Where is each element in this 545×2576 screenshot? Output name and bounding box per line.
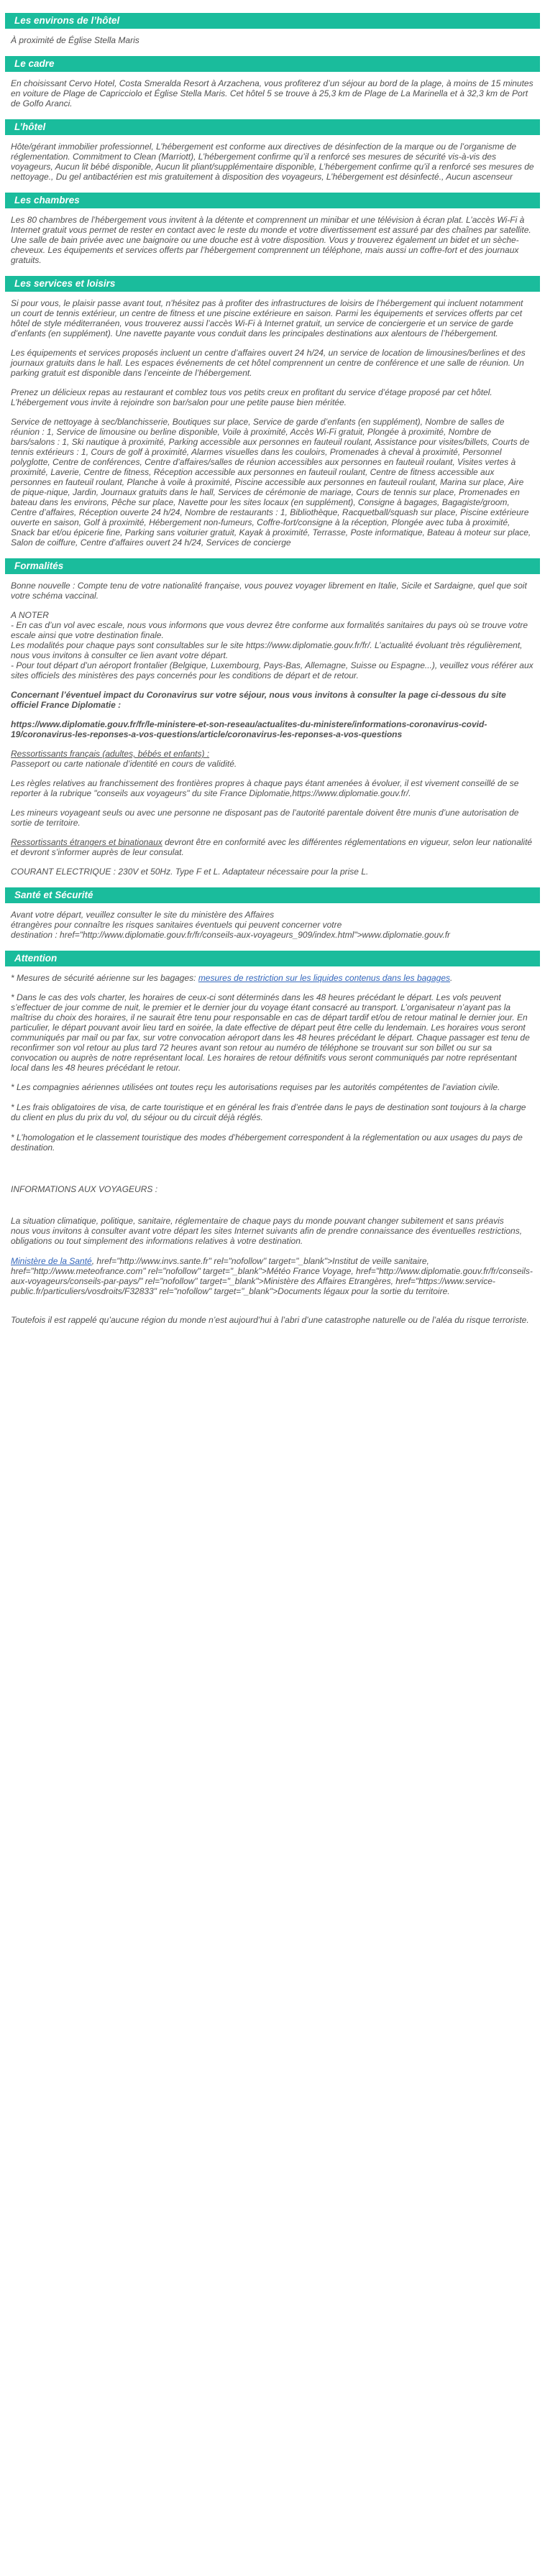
section-body — [5, 215, 540, 265]
text-run: * Dans le cas des vols charter, les horaires de ceux-ci sont déterminés dans les 48 heures précédant le départ. Les vols peuvent s’effectuer de jour comme de nuit, le premier et le dernier jour du voyage étant consacré au transport. L’organisateur n’ayant pas la maîtrise du choix des horaires, il ne saurait être tenu pour responsable en cas de départ tardif et/ou de retour matinal le dernier jour. En particulier, le départ pouvant avoir lieu tard en soirée, la date effective de départ peut être celle du lendemain. Les horaires vous seront communiqués par mail ou par fax, sur votre convocation aéroport dans les 48 heures précédant le départ. Chaque passager est tenu de reconfirmer son vol retour au plus tard 72 heures avant son retour au numéro de téléphone se trouvant sur son billet ou sur sa convocation ou auprès de notre représentant local. Les horaires de retour définitifs vous seront communiqués par notre représentant local dans les 48 heures précédant le retour. — [11, 992, 530, 1073]
ministere-sante-link[interactable]: Ministère de la Santé — [11, 1256, 92, 1266]
section-body — [5, 910, 540, 940]
section-header — [5, 56, 540, 72]
text-run: Ressortissants étrangers et binationaux — [11, 837, 162, 847]
section-title: L’hôtel — [14, 121, 46, 133]
section-header — [5, 951, 540, 966]
text-run: - Pour tout départ d’un aéroport frontalier (Belgique, Luxembourg, Pays-Bas, Allemagne, Suisse ou Espagne...), veuillez vous référer aux sites officiels des ministères des pays concernés pour les conditions de départ et de retour. — [11, 660, 533, 680]
section-attention — [5, 951, 540, 1325]
text-run: En choisissant Cervo Hotel, Costa Smeralda Resort à Arzachena, vous profiterez d’un séjour au bord de la plage, à moins de 15 minutes en voiture de Plage de Capricciolo et Église Stella Maris. Cet hôtel 5 se trouve à 25,3 km de Plage de La Marinella et à 32,3 km de Port de Golfo Aranci. — [11, 78, 533, 109]
text-run: destination : href="http://www.diplomatie.gouv.fr/fr/conseils-aux-voyageurs_909/index.html">www.diplomatie.gouv.fr — [11, 930, 451, 940]
text-run: Les équipements et services proposés incluent un centre d’affaires ouvert 24 h/24, un service de location de limousines/berlines et des journaux gratuits dans le hall. Les espaces événements de cet hôtel comprennent un centre de conférence et une salle de réunion. Un parking gratuit est disponible dans l’enceinte de l’hébergement. — [11, 348, 526, 378]
text-run: A NOTER — [11, 610, 49, 620]
section-formalites — [5, 558, 540, 877]
text-run: Les modalités pour chaque pays sont consultables sur le site https://www.diplomatie.gouv.fr/fr/. L’actualité évoluant très régulièrement, nous vous invitons à consulter ce lien avant votre départ. — [11, 640, 523, 660]
classification-notice — [11, 1132, 534, 1153]
section-body — [5, 581, 540, 877]
text-run: * Mesures de sécurité aérienne sur les bagages: — [11, 973, 198, 983]
section-body — [5, 973, 540, 1325]
text-run: Les mineurs voyageant seuls ou avec une personne ne disposant pas de l’autorité parentale doivent être munis d’une autorisation de sortie de territoire. — [11, 808, 519, 828]
text-run: Concernant l’éventuel impact du Coronavirus sur votre séjour, nous vous invitons à consulter la page ci-dessous du site officiel France Diplomatie : — [11, 690, 506, 710]
text-run: Bonne nouvelle : Compte tenu de votre nationalité française, vous pouvez voyager librement en Italie, Sicile et Sardaigne, quel que soit votre schéma vaccinal. — [11, 581, 527, 601]
section-services — [5, 276, 540, 548]
airline-baggage-notice — [11, 973, 534, 983]
section-title: Les services et loisirs — [14, 278, 116, 290]
section-header — [5, 193, 540, 208]
text-run: À proximité de Église Stella Maris — [11, 35, 139, 45]
section-header — [5, 13, 540, 29]
text-run: Prenez un délicieux repas au restaurant et comblez tous vos petits creux en profitant du service d’étage proposé par cet hôtel. L’hébergement vous invite à rejoindre son bar/salon pour une petite pause bien méritée. — [11, 387, 493, 407]
text-run: * Les frais obligatoires de visa, de carte touristique et en général les frais d’entrée dans le pays de destination sont toujours à la charge du client en plus du prix du vol, du séjour ou du circuit déjà réglés. — [11, 1102, 526, 1122]
section-hotel — [5, 119, 540, 182]
section-cadre — [5, 56, 540, 109]
text-run: https://www.diplomatie.gouv.fr/fr/le-ministere-et-son-reseau/actualites-du-ministere/informations-coronavirus-covid-19/coronavirus-les-reponses-a-vos-questions/article/coronavirus-les-reponses-a-vos-questions — [11, 719, 487, 739]
nearby-poi — [11, 35, 534, 45]
section-title: Les chambres — [14, 195, 80, 206]
travellers-info-heading — [11, 1184, 534, 1194]
section-body — [5, 35, 540, 45]
section-environs — [5, 13, 540, 45]
dining-description — [11, 387, 534, 407]
section-chambres — [5, 193, 540, 265]
section-header — [5, 276, 540, 292]
text-run: Toutefois il est rappelé qu’aucune région du monde n’est aujourd’hui à l’abri d’une catastrophe naturelle ou de l’aléa du risque terroriste. — [11, 1315, 529, 1325]
section-body — [5, 298, 540, 548]
section-header — [5, 887, 540, 903]
text-run: Les 80 chambres de l’hébergement vous invitent à la détente et comprennent un minibar et une télévision à écran plat. L’accès Wi-Fi à Internet gratuit vous permet de rester en contact avec le reste du monde et votre divertissement est assuré par des chaînes par satellite. Une salle de bain privée avec une baignoire ou une douche est à votre disposition. Vous y trouverez également un bidet et un sèche-cheveux. Les équipements et services offerts par l’hébergement comprennent un téléphone, mais aussi un coffre-fort et des journaux gratuits. — [11, 215, 531, 265]
text-run: nous vous invitons à consulter avant votre départ les sites Internet suivants afin de prendre connaissance des éventuelles restrictions, obligations ou tout simplement des informations relatives à votre destination. — [11, 1226, 523, 1246]
section-body — [5, 78, 540, 109]
section-body — [5, 142, 540, 182]
electric-current-notice — [11, 867, 534, 877]
text-run: devront être en conformité avec les différentes réglementations en vigueur, selon leur nationalité et devront s’informer auprès de leur consulat. — [11, 837, 533, 857]
foreign-nationals-notice — [11, 837, 534, 857]
nationality-notice — [11, 581, 534, 601]
french-nationals-requirements — [11, 749, 534, 769]
text-run: Hôte/gérant immobilier professionnel, L’hébergement est conforme aux directives de désinfection de la marque ou de l’organisme de réglementation. Commitment to Clean (Marriott), L’hébergement confirme qu’il a renforcé ses mesures de sécurité vis-à-vis des voyageurs, Aucun lit bébé disponible, Aucun lit pliant/supplémentaire disponible, L’hébergement confirme qu’il a renforcé ses mesures de nettoyage., Du gel antibactérien est mis gratuitement à disposition des voyageurs, L’hébergement est désinfecté., Aucun ascenseur — [11, 142, 534, 182]
section-sante — [5, 887, 540, 940]
text-run: étrangères pour connaître les risques sanitaires éventuels qui peuvent concerner votre — [11, 920, 342, 930]
border-rules-notice — [11, 778, 534, 798]
amenities-list — [11, 417, 534, 548]
section-title: Le cadre — [14, 58, 55, 70]
section-title: Attention — [14, 953, 58, 964]
final-disclaimer — [11, 1315, 534, 1325]
airlines-authorizations-notice — [11, 1082, 534, 1092]
a-noter-block — [11, 610, 534, 680]
text-run: Avant votre départ, veuillez consulter le site du ministère des Affaires — [11, 910, 275, 920]
section-title: Formalités — [14, 560, 64, 572]
text-run: Si pour vous, le plaisir passe avant tout, n’hésitez pas à profiter des infrastructures de loisirs de l’hébergement qui incluent notamment un court de tennis extérieur, un centre de fitness et une piscine extérieure en saison. Parmi les équipements et services offerts par cet hôtel de style méditerranéen, vous trouverez aussi l’accès Wi-Fi à Internet gratuit, un service de conciergerie et un service de garde d’enfants (en supplément). Une navette payante vous conduit dans les principales destinations aux alentours de l’hébergement. — [11, 298, 523, 338]
coronavirus-url — [11, 719, 534, 739]
country-situation-notice — [11, 1216, 534, 1246]
section-title: Santé et Sécurité — [14, 890, 93, 901]
section-title: Les environs de l’hôtel — [14, 15, 120, 27]
text-run: COURANT ELECTRIQUE : 230V et 50Hz. Type F et L. Adaptateur nécessaire pour la prise L. — [11, 867, 369, 877]
setting-description — [11, 78, 534, 109]
text-run: Passeport ou carte nationale d’identité en cours de validité. — [11, 759, 237, 769]
minors-notice — [11, 808, 534, 828]
liquids-restriction-link[interactable]: mesures de restriction sur les liquides contenus dans les bagages — [198, 973, 451, 983]
health-advisory — [11, 910, 534, 940]
text-run: * L’homologation et le classement touristique des modes d’hébergement correspondent à la réglementation ou aux usages du pays de destination. — [11, 1132, 523, 1153]
business-services-description — [11, 348, 534, 378]
charter-flights-notice — [11, 992, 534, 1073]
text-run: , href="http://www.invs.sante.fr" rel="nofollow" target="_blank">Institut de veille sanitaire, href="http://www.meteofrance.com" rel="nofollow" target="_blank">Météo France Voyage, href="http://www.diplomatie.gouv.fr/fr/conseils-aux-voyageurs/conseils-par-pays/" rel="nofollow" target="_blank">Ministère des Affaires Etrangères, href="https://www.service-public.fr/particuliers/vosdroits/F32833" rel="nofollow" target="_blank">Documents légaux pour la sortie du territoire. — [11, 1256, 533, 1296]
section-header — [5, 119, 540, 135]
section-header — [5, 558, 540, 574]
text-run: INFORMATIONS AUX VOYAGEURS : — [11, 1184, 158, 1194]
text-run: * Les compagnies aériennes utilisées ont toutes reçu les autorisations requises par les autorités compétentes de l’aviation civile. — [11, 1082, 500, 1092]
text-run: Ressortissants français (adultes, bébés et enfants) : — [11, 749, 210, 759]
hotel-description — [11, 142, 534, 182]
visa-fees-notice — [11, 1102, 534, 1122]
rooms-description — [11, 215, 534, 265]
official-links — [11, 1256, 534, 1296]
leisure-description — [11, 298, 534, 338]
text-run: - En cas d’un vol avec escale, nous vous informons que vous devrez être conforme aux formalités sanitaires du pays où se trouve votre escale ainsi que votre destination finale. — [11, 620, 528, 640]
text-run: Les règles relatives au franchissement des frontières propres à chaque pays étant amenées à évoluer, il est vivement conseillé de se reporter à la rubrique "conseils aux voyageurs" du site France Diplomatie,https://www.diplomatie.gouv.fr/. — [11, 778, 519, 798]
text-run: . — [450, 973, 453, 983]
text-run: Service de nettoyage à sec/blanchisserie, Boutiques sur place, Service de garde d’enfants (en supplément), Nombre de salles de réunion : 1, Service de limousine ou berline disponible, Voile à proximité, Accès Wi-Fi gratuit, Plongée à proximité, Nombre de bars/salons : 1, Ski nautique à proximité, Parking accessible aux personnes en fauteuil roulant, Assistance pour visites/billets, Courts de tennis extérieurs : 1, Cours de golf à proximité, Alarmes visuelles dans les couloirs, Promenades à cheval à proximité, Personnel polyglotte, Centre de conférences, Centre d’affaires/salles de réunion accessibles aux personnes en fauteuil roulant, Visites vertes à proximité, Laverie, Centre de fitness, Réception accessible aux personnes en fauteuil roulant, Centre de fitness accessible aux personnes en fauteuil roulant, Planche à voile à proximité, Piscine accessible aux personnes en fauteuil roulant, Marina sur place, Aire de pique-nique, Jardin, Journaux gratuits dans le hall, Services de cérémonie de mariage, Cours de tennis sur place, Promenades en bateau dans les environs, Pêche sur place, Navette pour les sites locaux (en supplément), Consigne à bagages, Bagagiste/groom, Centre d’affaires, Réception ouverte 24 h/24, Nombre de restaurants : 1, Bibliothèque, Racquetball/squash sur place, Piscine extérieure ouverte en saison, Golf à proximité, Hébergement non-fumeurs, Coffre-fort/consigne à la réception, Plongée avec tuba à proximité, Snack bar et/ou épicerie fine, Parking sans voiturier gratuit, Kayak à proximité, Terrasse, Poste informatique, Bateau à moteur sur place, Salon de coiffure, Centre d’affaires ouvert 24 h/24, Services de concierge — [11, 417, 531, 548]
text-run: La situation climatique, politique, sanitaire, réglementaire de chaque pays du monde pouvant changer subitement et sans préavis — [11, 1216, 504, 1226]
coronavirus-notice — [11, 690, 534, 710]
